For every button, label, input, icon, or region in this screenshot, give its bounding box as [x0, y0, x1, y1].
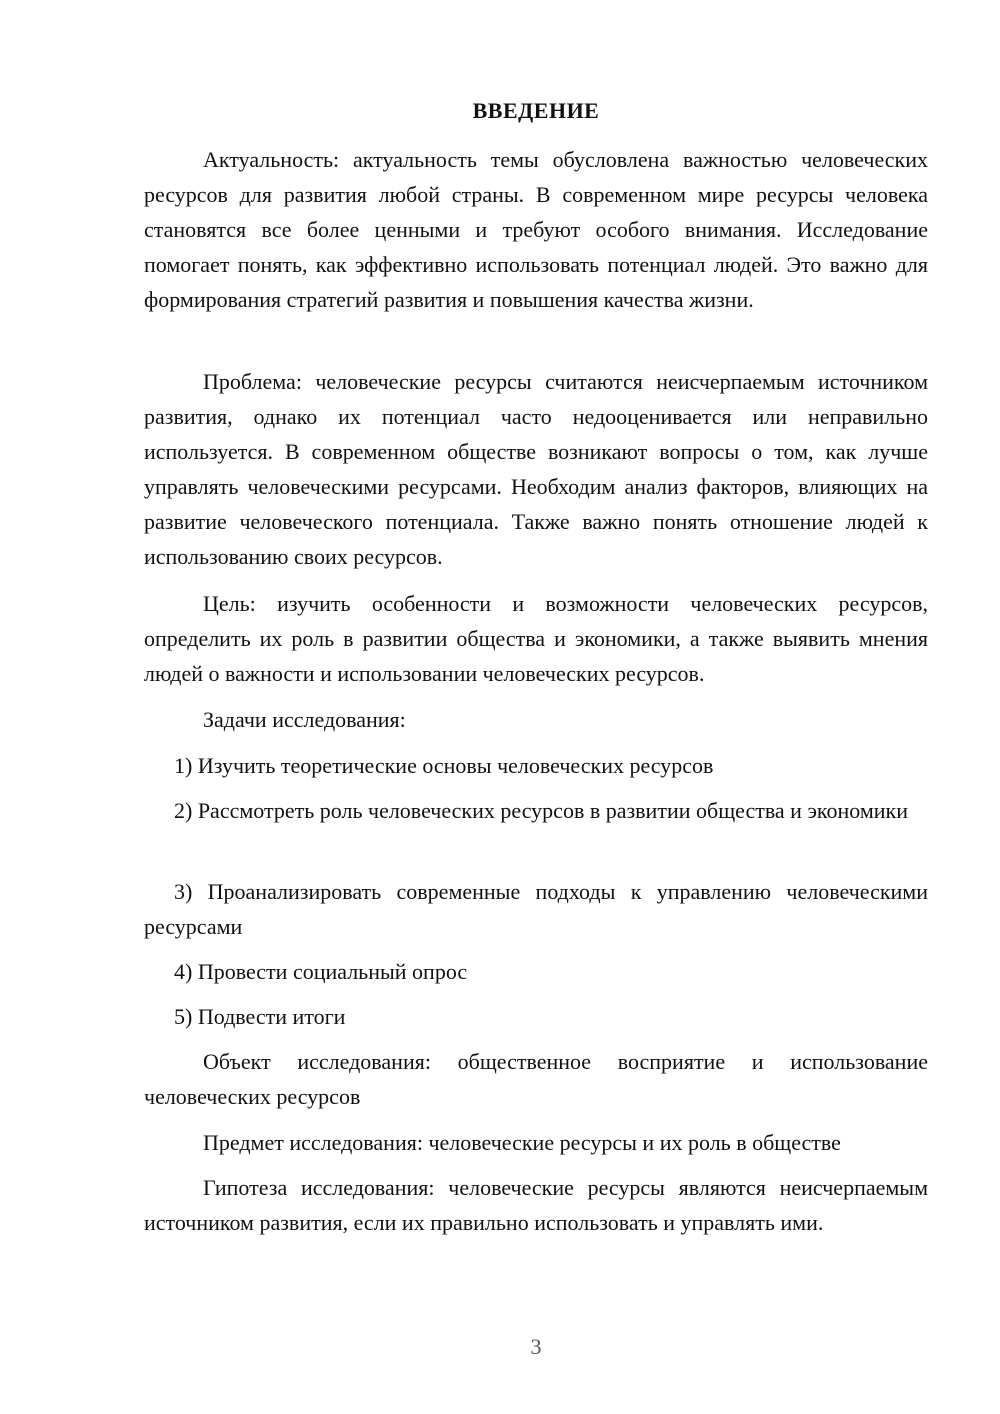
hypothesis-paragraph: Гипотеза исследования: человеческие ресурсы являются неисчерпаемым источником развития, если их правильно использовать и управлять ими.: [144, 1175, 928, 1235]
page-number: 3: [530, 1334, 542, 1359]
task-item-5: 5) Подвести итоги: [174, 1004, 346, 1029]
task-item-2: 2) Рассмотреть роль человеческих ресурсов в развитии общества и экономики: [174, 798, 908, 823]
problem-paragraph: Проблема: человеческие ресурсы считаются неисчерпаемым источником развития, однако их потенциал часто недооценивается или неправильно используется. В современном обществе возникают вопросы о том, как лучше управлять человеческими ресурсами. Необходим анализ факторов, влияющих на развитие человеческого потенциала. Также важно понять отношение людей к использованию своих ресурсов.: [144, 369, 928, 569]
tasks-heading: Задачи исследования:: [203, 707, 406, 732]
subject-paragraph: Предмет исследования: человеческие ресурсы и их роль в обществе: [203, 1130, 841, 1155]
relevance-paragraph: Актуальность: актуальность темы обусловлена важностью человеческих ресурсов для развития любой страны. В современном мире ресурсы человека становятся все более ценными и требуют особого внимания. Исследование помогает понять, как эффективно использовать потенциал людей. Это важно для формирования стратегий развития и повышения качества жизни.: [144, 147, 928, 312]
task-item-3: 3) Проанализировать современные подходы к управлению человеческими ресурсами: [144, 879, 928, 939]
object-paragraph: Объект исследования: общественное восприятие и использование человеческих ресурсов: [144, 1049, 928, 1109]
task-item-4: 4) Провести социальный опрос: [174, 959, 468, 984]
goal-paragraph: Цель: изучить особенности и возможности человеческих ресурсов, определить их роль в развитии общества и экономики, а также выявить мнения людей о важности и использовании человеческих ресурсов.: [144, 591, 928, 686]
document-page: [144, 0, 928, 1414]
task-item-1: 1) Изучить теоретические основы человеческих ресурсов: [174, 753, 714, 778]
page-title: ВВЕДЕНИЕ: [472, 98, 600, 123]
